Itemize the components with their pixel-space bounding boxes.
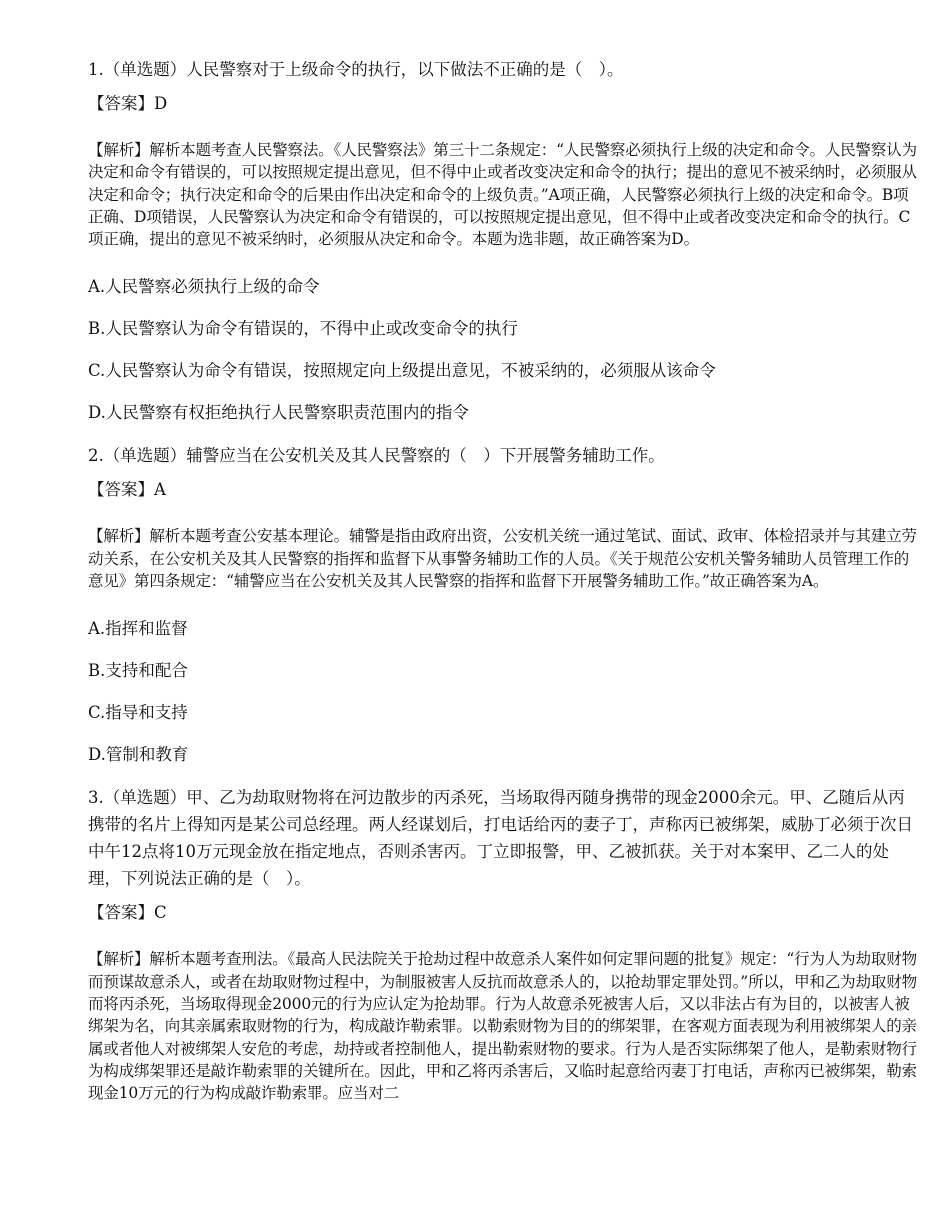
option-a: A.人民警察必须执行上级的命令 bbox=[88, 277, 320, 297]
question-stem: 1.（单选题）人民警察对于上级命令的执行，以下做法不正确的是（ ）。 bbox=[88, 60, 624, 79]
analysis-text: 【解析】解析本题考查刑法。《最高人民法院关于抢劫过程中故意杀人案件如何定罪问题的批复》规定：“行为人为劫取财物而预谋故意杀人，或者在劫取财物过程中，为制服被害人反抗而故意杀人的，以抢劫罪定罪处罚。”所以，甲和乙为劫取财物而将丙杀死，当场取得现金2000元的行为应认定为抢劫罪。行为人故意杀死被害人后，又以非法占有为目的，以被害人被绑架为名，向其亲属索取财物的行为，构成敲诈勒索罪。以勒索财物为目的的绑架罪，在客观方面表现为利用被绑架人的亲属或者他人对被绑架人安危的考虑，劫持或者控制他人，提出勒索财物的要求。行为人是否实际绑架了他人，是勒索财物行为构成绑架罪还是敲诈勒索罪的关键所在。因此，甲和乙将丙杀害后，又临时起意给丙妻丁打电话，声称丙已被绑架，勒索现金10万元的行为构成敲诈勒索罪。应当对二 bbox=[88, 950, 917, 1103]
document-body bbox=[88, 56, 918, 1130]
question-stem: 3.（单选题）甲、乙为劫取财物将在河边散步的丙杀死，当场取得丙随身携带的现金2000余元。甲、乙随后从丙携带的名片上得知丙是某公司总经理。两人经谋划后，打电话给丙的妻子丁，声称丙已被绑架，威胁丁必须于次日中午12点将10万元现金放在指定地点，否则杀害丙。丁立即报警，甲、乙被抓获。关于对本案甲、乙二人的处理，下列说法正确的是（ ）。 bbox=[88, 788, 913, 889]
option-d: D.人民警察有权拒绝执行人民警察职责范围内的指令 bbox=[88, 403, 469, 423]
question-stem: 2.（单选题）辅警应当在公安机关及其人民警察的（ ）下开展警务辅助工作。 bbox=[88, 446, 665, 466]
option-a: A.指挥和监督 bbox=[88, 619, 188, 639]
question-1 bbox=[88, 56, 918, 424]
analysis-text: 【解析】解析本题考查公安基本理论。辅警是指由政府出资，公安机关统一通过笔试、面试、政审、体检招录并与其建立劳动关系，在公安机关及其人民警察的指挥和监督下从事警务辅助工作的人员。《关于规范公安机关警务辅助人员管理工作的意见》第四条规定：“辅警应当在公安机关及其人民警察的指挥和监督下开展警务辅助工作。”故正确答案为A。 bbox=[88, 527, 917, 591]
answer-label: 【答案】A bbox=[88, 480, 166, 500]
option-d: D.管制和教育 bbox=[88, 745, 189, 765]
question-3 bbox=[88, 784, 918, 1104]
answer-label: 【答案】C bbox=[88, 903, 167, 923]
option-c: C.指导和支持 bbox=[88, 703, 188, 723]
question-2 bbox=[88, 442, 918, 766]
analysis-text: 【解析】解析本题考查人民警察法。《人民警察法》第三十二条规定：“人民警察必须执行上级的决定和命令。人民警察认为决定和命令有错误的，可以按照规定提出意见，但不得中止或者改变决定和命令的执行；提出的意见不被采纳时，必须服从决定和命令；执行决定和命令的后果由作出决定和命令的上级负责。”A项正确，人民警察必须执行上级的决定和命令。B项正确、D项错误，人民警察认为决定和命令有错误的，可以按照规定提出意见，但不得中止或者改变决定和命令的执行。C项正确，提出的意见不被采纳时，必须服从决定和命令。本题为选非题，故正确答案为D。 bbox=[88, 141, 917, 249]
option-c: C.人民警察认为命令有错误，按照规定向上级提出意见，不被采纳的，必须服从该命令 bbox=[88, 361, 716, 381]
option-b: B.支持和配合 bbox=[88, 661, 188, 681]
option-b: B.人民警察认为命令有错误的，不得中止或改变命令的执行 bbox=[88, 319, 518, 339]
answer-label: 【答案】D bbox=[88, 94, 168, 113]
